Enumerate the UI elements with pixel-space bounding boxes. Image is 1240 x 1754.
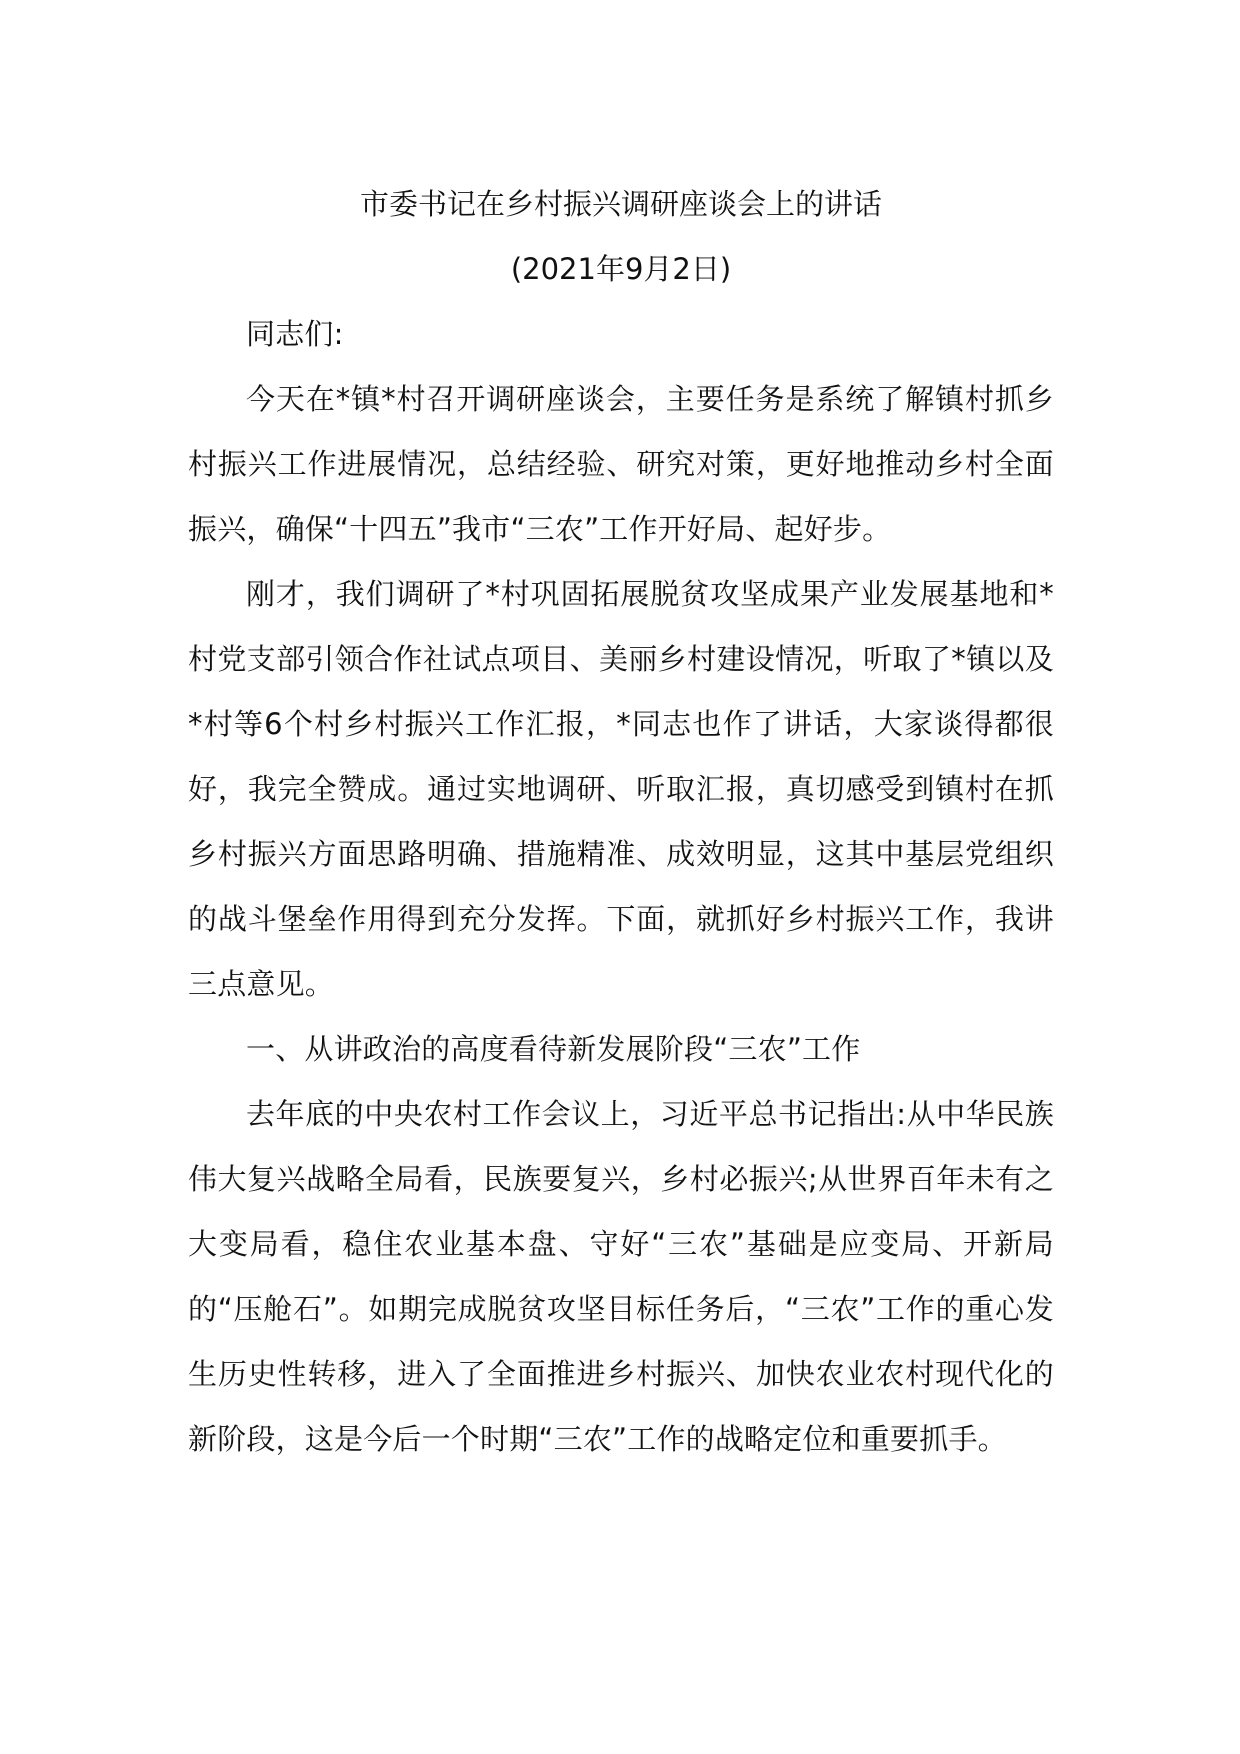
salutation: 同志们: <box>246 317 344 351</box>
section-heading-1: 一、从讲政治的高度看待新发展阶段“三农”工作 <box>246 1032 861 1066</box>
document-date: (2021年9月2日) <box>510 252 732 286</box>
document-body <box>188 172 1054 1472</box>
paragraph-survey: 刚才，我们调研了*村巩固拓展脱贫攻坚成果产业发展基地和*村党支部引领合作社试点项目、美丽乡村建设情况，听取了*镇以及*村等6个村乡村振兴工作汇报，*同志也作了讲话，大家谈得都很好，我完全赞成。通过实地调研、听取汇报，真切感受到镇村在抓乡村振兴方面思路明确、措施精准、成效明显，这其中基层党组织的战斗堡垒作用得到充分发挥。下面，就抓好乡村振兴工作，我讲三点意见。 <box>188 577 1054 1001</box>
paragraph-intro: 今天在*镇*村召开调研座谈会，主要任务是系统了解镇村抓乡村振兴工作进展情况，总结经验、研究对策，更好地推动乡村全面振兴，确保“十四五”我市“三农”工作开好局、起好步。 <box>188 382 1054 546</box>
document-title: 市委书记在乡村振兴调研座谈会上的讲话 <box>359 187 882 221</box>
paragraph-section-1: 去年底的中央农村工作会议上，习近平总书记指出:从中华民族伟大复兴战略全局看，民族要复兴，乡村必振兴;从世界百年未有之大变局看，稳住农业基本盘、守好“三农”基础是应变局、开新局的“压舱石”。如期完成脱贫攻坚目标任务后，“三农”工作的重心发生历史性转移，进入了全面推进乡村振兴、加快农业农村现代化的新阶段，这是今后一个时期“三农”工作的战略定位和重要抓手。 <box>188 1097 1054 1456</box>
